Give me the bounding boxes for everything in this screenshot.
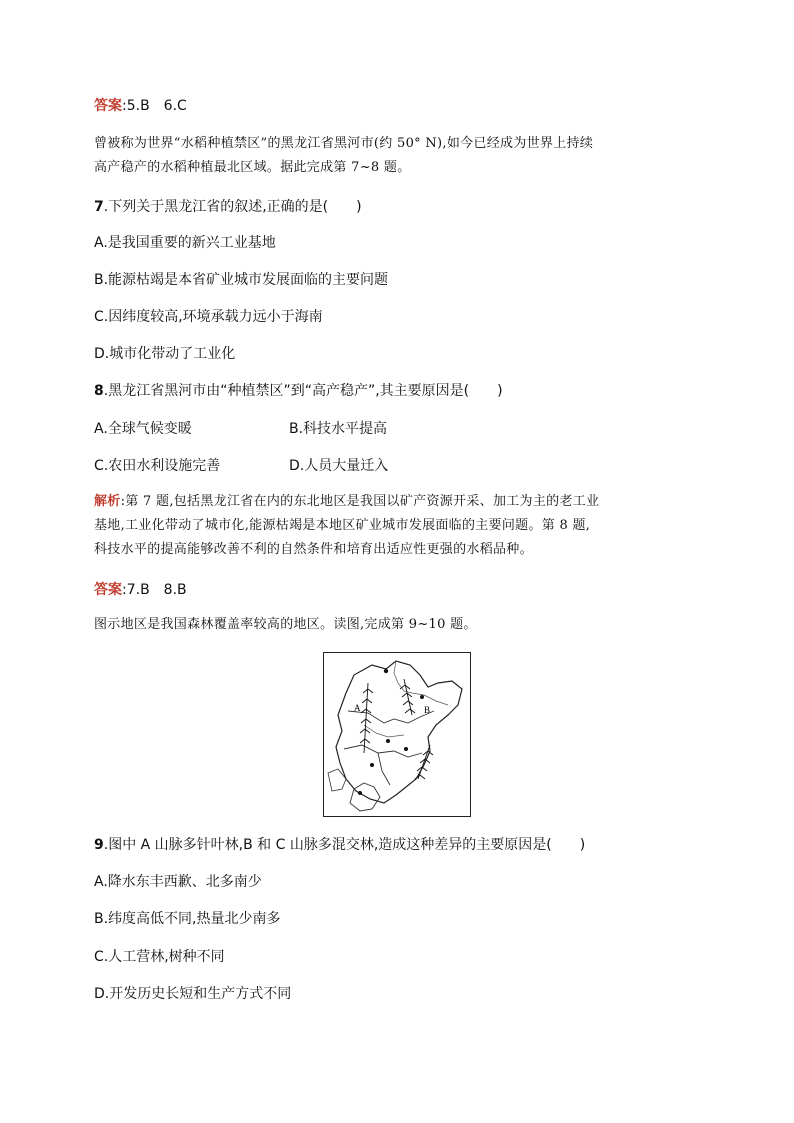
intro-line: 图示地区是我国森林覆盖率较高的地区。读图,完成第 9~10 题。 bbox=[94, 617, 477, 632]
q8-option-a: A.全球气候变暖 bbox=[94, 421, 192, 437]
northeast-china-forest-map bbox=[323, 652, 471, 817]
q8-option-d: D.人员大量迁入 bbox=[289, 458, 389, 474]
coastline bbox=[350, 783, 380, 811]
analysis-7-8 bbox=[94, 490, 700, 562]
intro-line: 曾被称为世界“水稻种植禁区”的黑龙江省黑河市(约 50° N),如今已经成为世界上持续 bbox=[94, 136, 594, 151]
province-boundary bbox=[344, 745, 422, 757]
answer-label: 答案 bbox=[94, 582, 122, 598]
river bbox=[364, 725, 404, 737]
question-stem: .下列关于黑龙江省的叙述,正确的是( ) bbox=[103, 199, 362, 215]
city-dot bbox=[386, 739, 390, 743]
map-drawing bbox=[324, 653, 470, 816]
answer-5-6 bbox=[94, 96, 700, 116]
analysis-line: :第 7 题,包括黑龙江省在内的东北地区是我国以矿产资源开采、加工为主的老工业 bbox=[120, 494, 600, 509]
q9-option-c: C.人工营林,树种不同 bbox=[94, 949, 225, 965]
question-8-stem bbox=[94, 381, 700, 401]
q9-option-b: B.纬度高低不同,热量北少南多 bbox=[94, 911, 281, 927]
province-boundary bbox=[378, 753, 390, 785]
analysis-line: 科技水平的提高能够改善不利的自然条件和培育出适应性更强的水稻品种。 bbox=[94, 542, 533, 557]
city-dot bbox=[370, 763, 374, 767]
q7-option-b: B.能源枯竭是本省矿业城市发展面临的主要问题 bbox=[94, 272, 389, 288]
region-outline bbox=[336, 661, 462, 803]
q7-option-a: A.是我国重要的新兴工业基地 bbox=[94, 235, 276, 251]
intro-7-8 bbox=[94, 132, 700, 180]
q9-option-d: D.开发历史长短和生产方式不同 bbox=[94, 986, 292, 1002]
intro-line: 高产稳产的水稻种植最北区域。据此完成第 7~8 题。 bbox=[94, 160, 411, 175]
label-b: B bbox=[424, 705, 431, 715]
mountain-range-a bbox=[360, 683, 373, 753]
q7-option-d: D.城市化带动了工业化 bbox=[94, 346, 236, 362]
analysis-line: 基地,工业化带动了城市化,能源枯竭是本地区矿业城市发展面临的主要问题。第 8 题, bbox=[94, 518, 591, 533]
label-a: A bbox=[354, 703, 361, 713]
question-number: 7 bbox=[94, 199, 104, 215]
answer-text: :7.B 8.B bbox=[122, 582, 187, 598]
city-dot bbox=[404, 747, 408, 751]
q7-option-c: C.因纬度较高,环境承载力远小于海南 bbox=[94, 309, 323, 325]
question-number: 8 bbox=[94, 383, 104, 399]
city-dot bbox=[420, 695, 424, 699]
question-stem: .图中 A 山脉多针叶林,B 和 C 山脉多混交林,造成这种差异的主要原因是( ) bbox=[103, 837, 586, 853]
mountain-range-b bbox=[400, 679, 415, 715]
answer-label: 答案 bbox=[94, 98, 122, 114]
q8-option-c: C.农田水利设施完善 bbox=[94, 458, 221, 474]
question-number: 9 bbox=[94, 837, 104, 853]
q8-option-b: B.科技水平提高 bbox=[289, 421, 388, 437]
city-dot bbox=[384, 669, 388, 673]
city-dot bbox=[358, 791, 362, 795]
answer-text: :5.B 6.C bbox=[122, 98, 187, 114]
question-7-stem bbox=[94, 197, 700, 217]
answer-7-8 bbox=[94, 580, 700, 600]
analysis-label: 解析 bbox=[94, 494, 121, 509]
q9-option-a: A.降水东丰西歉、北多南少 bbox=[94, 874, 262, 890]
question-9-stem bbox=[94, 835, 700, 855]
question-stem: .黑龙江省黑河市由“种植禁区”到“高产稳产”,其主要原因是( ) bbox=[103, 383, 503, 399]
intro-9-10 bbox=[94, 613, 700, 637]
